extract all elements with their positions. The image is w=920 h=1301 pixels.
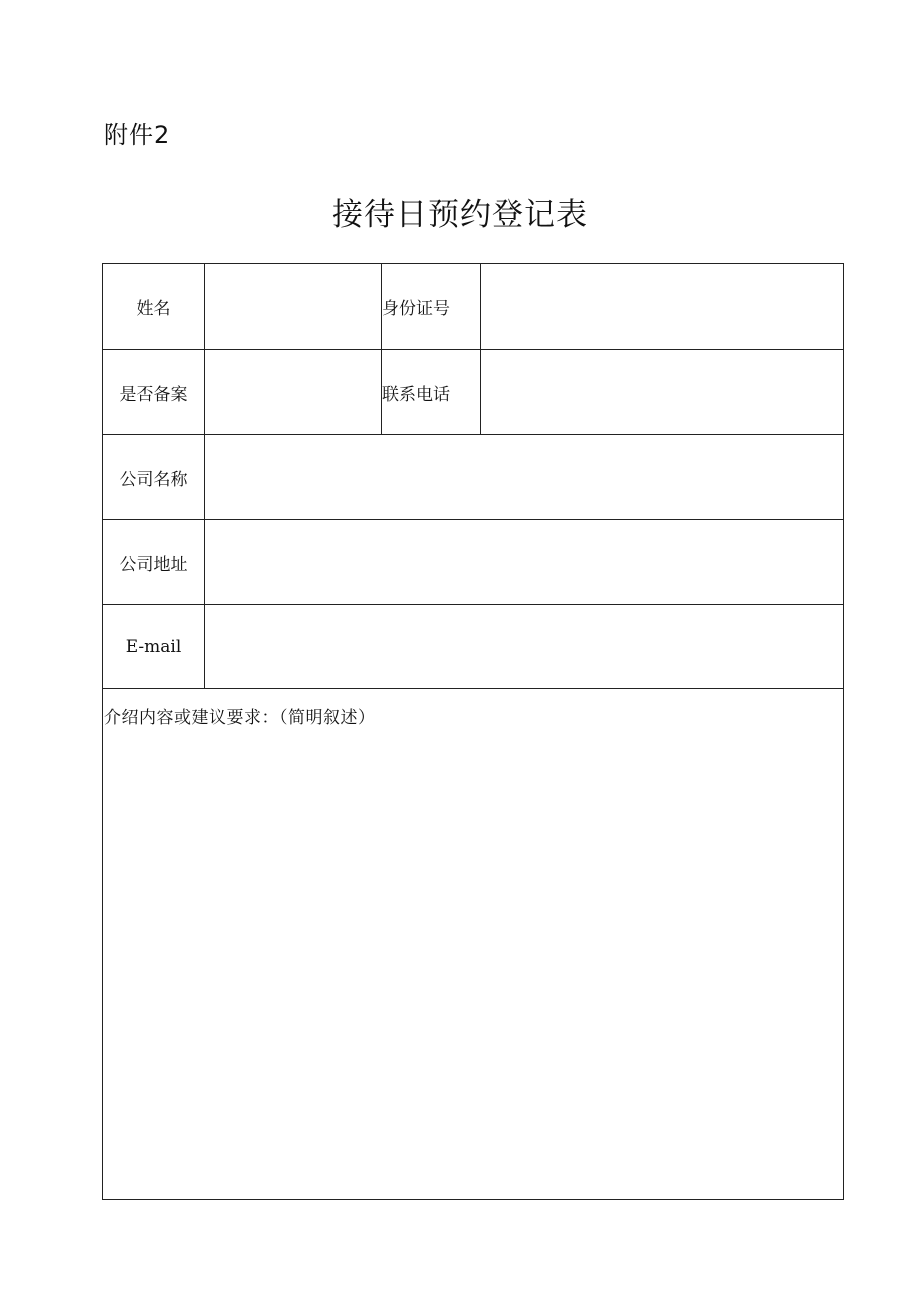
form-row-company-address [103,520,844,605]
page-title: 接待日预约登记表 [332,197,588,233]
introduction-label: 介绍内容或建议要求：（简明叙述） [104,708,376,728]
form-row-introduction [103,689,844,1200]
form-row-name-id [103,264,844,350]
id-number-label: 身份证号 [382,264,481,350]
company-name-label: 公司名称 [103,435,205,520]
name-label: 姓名 [103,264,205,350]
filed-label: 是否备案 [103,350,205,435]
introduction-field[interactable] [103,689,844,1200]
phone-label: 联系电话 [382,350,481,435]
email-label: E-mail [103,605,205,689]
form-row-company-name [103,435,844,520]
attachment-label: 附件2 [104,121,171,149]
company-address-label: 公司地址 [103,520,205,605]
form-row-email [103,605,844,689]
company-name-field[interactable] [205,435,844,520]
form-row-filed-phone [103,350,844,435]
registration-form-table [102,263,844,1200]
id-number-field[interactable] [481,264,844,350]
phone-field[interactable] [481,350,844,435]
name-field[interactable] [205,264,382,350]
filed-field[interactable] [205,350,382,435]
email-field[interactable] [205,605,844,689]
company-address-field[interactable] [205,520,844,605]
